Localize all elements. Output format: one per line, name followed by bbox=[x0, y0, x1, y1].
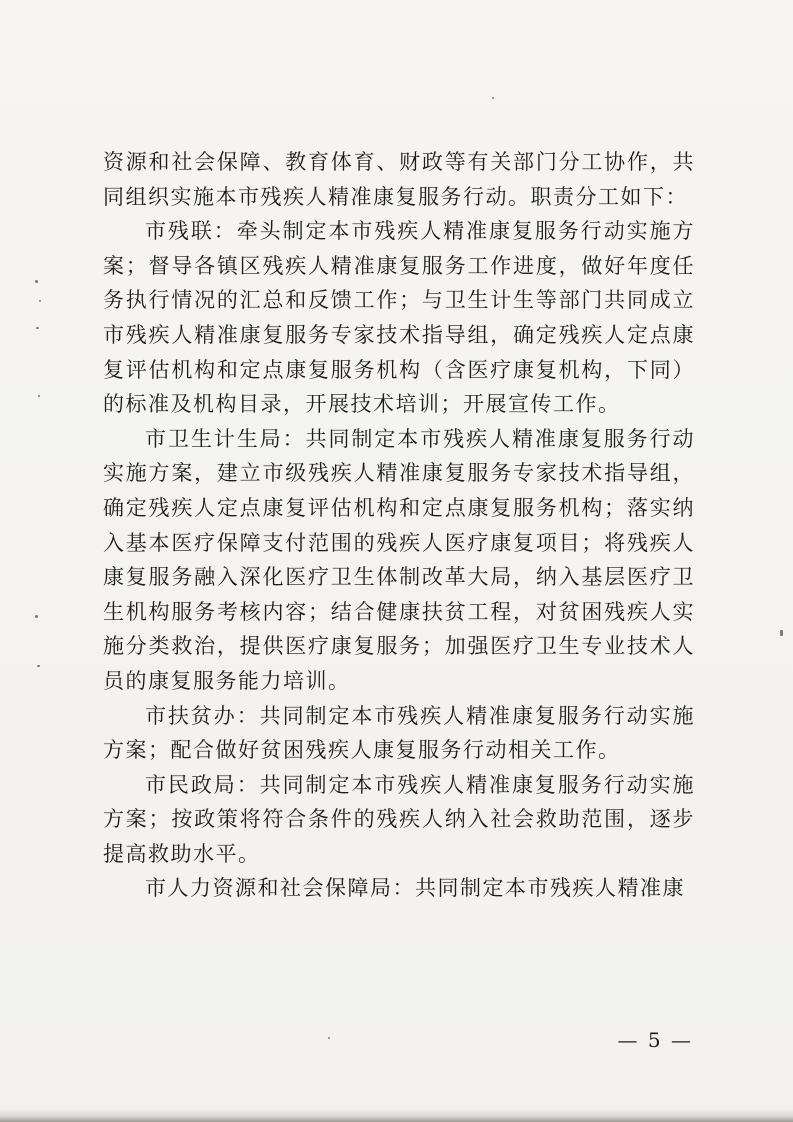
scan-mark bbox=[38, 395, 40, 397]
document-body bbox=[103, 145, 695, 906]
scan-mark bbox=[37, 665, 40, 667]
scan-mark bbox=[780, 630, 783, 636]
scan-mark bbox=[35, 615, 38, 618]
scan-mark bbox=[492, 97, 494, 99]
paragraph-health-family-planning-bureau: 市卫生计生局：共同制定本市残疾人精准康复服务行动实施方案，建立市级残疾人精准康复服务专家技术指导组，确定残疾人定点康复评估机构和定点康复服务机构；落实纳入基本医疗保障支付范围的残疾人医疗康复项目；将残疾人康复服务融入深化医疗卫生体制改革大局，纳入基层医疗卫生机构服务考核内容；结合健康扶贫工程，对贫困残疾人实施分类救治，提供医疗康复服务；加强医疗卫生专业技术人员的康复服务能力培训。 bbox=[103, 426, 695, 693]
scan-mark bbox=[328, 1037, 330, 1039]
paragraph-disabled-persons-federation: 市残联：牵头制定本市残疾人精准康复服务行动实施方案；督导各镇区残疾人精准康复服务工作进度，做好年度任务执行情况的汇总和反馈工作；与卫生计生等部门共同成立市残疾人精准康复服务专家技术指导组，确定残疾人定点康复评估机构和定点康复服务机构（含医疗康复机构，下同）的标准及机构目录，开展技术培训；开展宣传工作。 bbox=[103, 219, 695, 417]
paragraph-civil-affairs-bureau: 市民政局：共同制定本市残疾人精准康复服务行动实施方案；按政策将符合条件的残疾人纳入社会救助范围，逐步提高救助水平。 bbox=[103, 772, 695, 866]
scan-mark bbox=[39, 300, 41, 302]
page-number: — 5 — bbox=[617, 1028, 693, 1052]
scan-mark bbox=[36, 327, 39, 329]
scan-mark bbox=[35, 280, 38, 283]
paragraph-poverty-alleviation-office: 市扶贫办：共同制定本市残疾人精准康复服务行动实施方案；配合做好贫困残疾人康复服务行动相关工作。 bbox=[103, 703, 695, 763]
paragraph-human-resources-bureau: 市人力资源和社会保障局：共同制定本市残疾人精准康 bbox=[145, 876, 685, 901]
paragraph-continuation: 资源和社会保障、教育体育、财政等有关部门分工协作，共同组织实施本市残疾人精准康复服务行动。职责分工如下： bbox=[103, 150, 695, 209]
scan-bottom-edge bbox=[0, 1108, 793, 1122]
